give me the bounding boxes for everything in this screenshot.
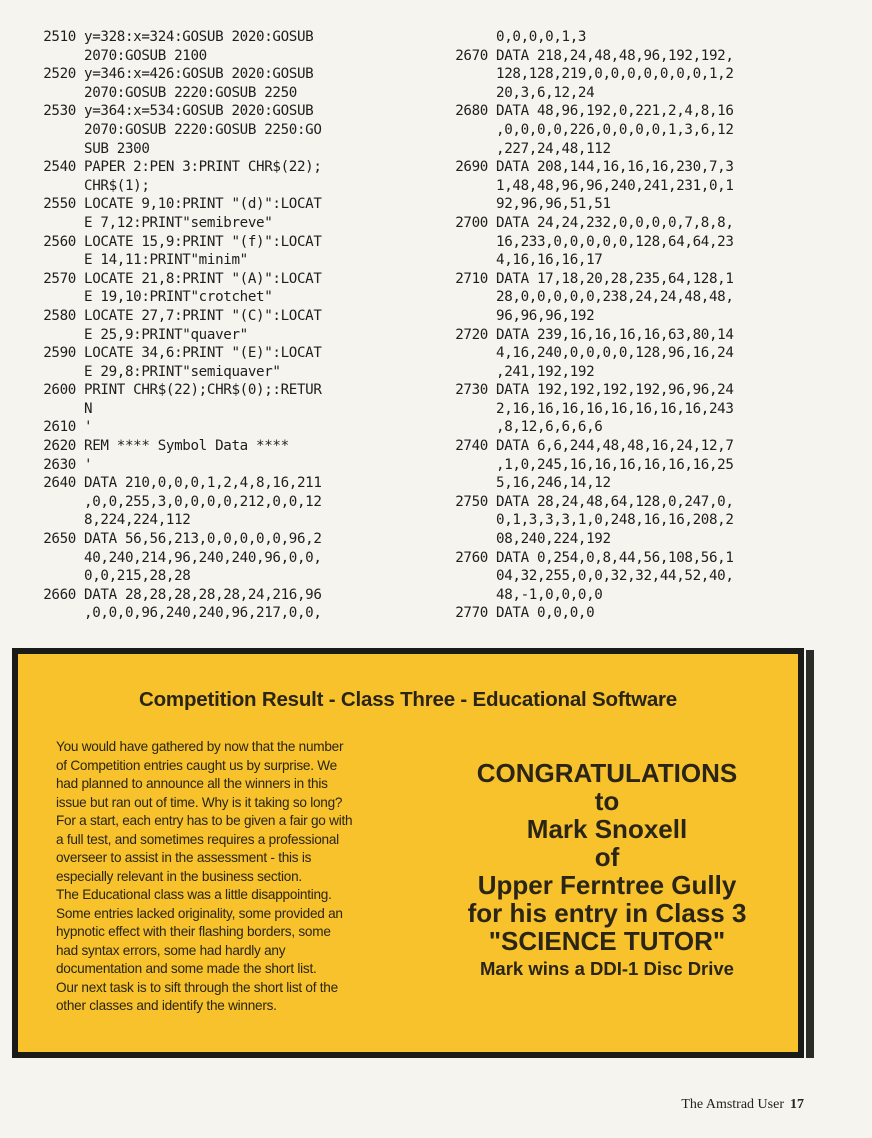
code-text: 4,16,16,16,17 (496, 252, 603, 269)
code-text: y=346:x=426:GOSUB 2020:GOSUB (84, 66, 314, 83)
line-number: 2560 (43, 233, 76, 250)
line-number: 2630 (43, 456, 76, 473)
code-text: DATA 24,24,232,0,0,0,0,7,8,8, (496, 214, 734, 231)
code-text: LOCATE 34,6:PRINT "(E)":LOCAT (84, 345, 322, 362)
line-number: 2720 (455, 326, 488, 343)
line-number: 2760 (455, 549, 488, 566)
code-line (430, 270, 860, 326)
code-line (430, 102, 860, 158)
code-text: 2070:GOSUB 2220:GOSUB 2250 (84, 84, 297, 101)
code-line (18, 456, 410, 475)
code-text: ' (84, 419, 93, 436)
code-line (18, 65, 410, 102)
code-line (18, 586, 410, 623)
line-number: 2610 (43, 419, 76, 436)
competition-box (12, 648, 804, 1058)
code-text: 0,0,215,28,28 (84, 568, 191, 585)
body-line: overseer to assist in the assessment - this is (56, 850, 312, 865)
code-text: LOCATE 21,8:PRINT "(A)":LOCAT (84, 270, 322, 287)
congratulations-lines (436, 759, 778, 955)
code-text: LOCATE 15,9:PRINT "(f)":LOCAT (84, 233, 322, 250)
code-line (18, 344, 410, 381)
code-line (430, 214, 860, 270)
code-text: 96,96,96,192 (496, 307, 595, 324)
code-line (18, 102, 410, 158)
code-column-right (430, 28, 860, 623)
line-number: 2520 (43, 66, 76, 83)
code-text: ' (84, 456, 93, 473)
body-line: You would have gathered by now that the number (56, 739, 344, 754)
code-text: 48,-1,0,0,0,0 (496, 586, 603, 603)
body-line: issue but ran out of time. Why is it taking so long? (56, 794, 343, 810)
code-text: 92,96,96,51,51 (496, 196, 611, 213)
code-text: 08,240,224,192 (496, 531, 611, 548)
code-text: N (84, 400, 93, 417)
code-text: DATA 17,18,20,28,235,64,128,1 (496, 270, 734, 287)
code-text: LOCATE 9,10:PRINT "(d)":LOCAT (84, 196, 322, 213)
code-text: E 7,12:PRINT"semibreve" (84, 214, 273, 231)
body-line: had syntax errors, some had hardly any (56, 942, 286, 958)
congratulations-line: Upper Ferntree Gully (477, 870, 737, 900)
code-text: ,8,12,6,6,6,6 (496, 419, 603, 436)
code-text: DATA 208,144,16,16,16,230,7,3 (496, 159, 734, 176)
body-line: a full test, and sometimes requires a professional (56, 831, 339, 847)
code-text: DATA 28,28,28,28,28,24,216,96 (84, 586, 322, 603)
page-footer (681, 1097, 804, 1113)
line-number: 2590 (43, 345, 76, 362)
line-number: 2710 (455, 270, 488, 287)
line-number: 2770 (455, 605, 488, 622)
code-line (18, 381, 410, 418)
code-text: E 29,8:PRINT"semiquaver" (84, 363, 281, 380)
line-number: 2690 (455, 159, 488, 176)
body-line: had planned to announce all the winners in this (56, 776, 328, 791)
code-text: SUB 2300 (84, 140, 150, 157)
body-line: of Competition entries caught us by surprise. We (56, 757, 337, 773)
page-number: 17 (790, 1097, 804, 1112)
line-number: 2670 (455, 47, 488, 64)
congratulations-block (436, 759, 778, 981)
code-text: DATA 218,24,48,48,96,192,192, (496, 47, 734, 64)
code-text: 2070:GOSUB 2100 (84, 47, 207, 64)
code-text: 20,3,6,12,24 (496, 84, 595, 101)
code-text: DATA 210,0,0,0,1,2,4,8,16,211 (84, 475, 322, 492)
code-text: DATA 6,6,244,48,48,16,24,12,7 (496, 438, 734, 455)
line-number: 2680 (455, 103, 488, 120)
congratulations-line: "SCIENCE TUTOR" (488, 926, 726, 956)
code-text: ,227,24,48,112 (496, 140, 611, 157)
code-text: ,0,0,255,3,0,0,0,0,212,0,0,12 (84, 493, 322, 510)
code-text: 128,128,219,0,0,0,0,0,0,0,1,2 (496, 66, 734, 83)
body-line: other classes and identify the winners. (56, 998, 277, 1013)
congratulations-line: of (594, 842, 620, 872)
code-line (18, 233, 410, 270)
code-text: DATA 239,16,16,16,16,63,80,14 (496, 326, 734, 343)
magazine-name: The Amstrad User (681, 1097, 784, 1112)
code-text: 0,0,0,0,1,3 (496, 29, 587, 45)
code-text: 0,1,3,3,3,1,0,248,16,16,208,2 (496, 512, 734, 529)
body-line: especially relevant in the business section. (56, 868, 302, 884)
competition-body (56, 738, 412, 1016)
line-number: 2660 (43, 586, 76, 603)
code-text: 40,240,214,96,240,240,96,0,0, (84, 549, 322, 566)
code-line (18, 418, 410, 437)
code-text: E 25,9:PRINT"quaver" (84, 326, 248, 343)
code-text: DATA 56,56,213,0,0,0,0,0,96,2 (84, 531, 322, 548)
code-line (18, 195, 410, 232)
line-number: 2640 (43, 475, 76, 492)
code-text: 5,16,246,14,12 (496, 475, 611, 492)
line-number: 2580 (43, 307, 76, 324)
line-number: 2740 (455, 438, 488, 455)
code-line (18, 437, 410, 456)
body-line: documentation and some made the short list. (56, 961, 317, 976)
code-text: REM **** Symbol Data **** (84, 438, 289, 455)
line-number: 2620 (43, 438, 76, 455)
code-text: ,0,0,0,96,240,240,96,217,0,0, (84, 605, 322, 622)
code-line (18, 307, 410, 344)
body-line: Some entries lacked originality, some provided an (56, 905, 343, 921)
code-text: DATA 192,192,192,192,96,96,24 (496, 382, 734, 399)
code-text: CHR$(1); (84, 177, 150, 194)
code-text: E 14,11:PRINT"minim" (84, 252, 248, 269)
code-text: LOCATE 27,7:PRINT "(C)":LOCAT (84, 307, 322, 324)
line-number: 2570 (43, 270, 76, 287)
code-text: 2070:GOSUB 2220:GOSUB 2250:GO (84, 121, 322, 138)
body-line: Our next task is to sift through the short list of the (56, 979, 338, 995)
line-number: 2650 (43, 531, 76, 548)
code-text: E 19,10:PRINT"crotchet" (84, 289, 273, 306)
code-line (430, 381, 860, 437)
code-text: 04,32,255,0,0,32,32,44,52,40, (496, 568, 734, 585)
congratulations-line: for his entry in Class 3 (467, 898, 747, 928)
code-text: ,1,0,245,16,16,16,16,16,16,25 (496, 456, 734, 473)
code-text: PAPER 2:PEN 3:PRINT CHR$(22); (84, 159, 322, 176)
line-number: 2540 (43, 159, 76, 176)
code-text: 2,16,16,16,16,16,16,16,16,243 (496, 400, 734, 417)
congratulations-line: to (594, 786, 620, 816)
code-line (18, 474, 410, 530)
line-number: 2600 (43, 382, 76, 399)
line-number: 2530 (43, 103, 76, 120)
line-number: 2700 (455, 214, 488, 231)
code-text: 16,233,0,0,0,0,0,128,64,64,23 (496, 233, 734, 250)
code-text: DATA 0,0,0,0 (496, 605, 595, 622)
code-text: 8,224,224,112 (84, 512, 191, 529)
code-line (430, 28, 860, 47)
line-number: 2750 (455, 493, 488, 510)
body-line: For a start, each entry has to be given a fair go with (56, 813, 353, 828)
code-text: y=328:x=324:GOSUB 2020:GOSUB (84, 29, 314, 45)
code-text: PRINT CHR$(22);CHR$(0);:RETUR (84, 382, 322, 399)
body-line: hypnotic effect with their flashing borders, some (56, 924, 331, 939)
code-text: DATA 48,96,192,0,221,2,4,8,16 (496, 103, 734, 120)
code-text: 4,16,240,0,0,0,0,128,96,16,24 (496, 345, 734, 362)
line-number: 2510 (43, 29, 76, 45)
code-line (430, 437, 860, 493)
line-number (430, 28, 488, 47)
code-line (18, 530, 410, 586)
code-column-left (18, 28, 410, 623)
code-line (430, 326, 860, 382)
code-line (18, 28, 410, 65)
code-text: DATA 28,24,48,64,128,0,247,0, (496, 493, 734, 510)
congratulations-line: Mark Snoxell (526, 814, 688, 844)
code-text: ,0,0,0,0,226,0,0,0,0,1,3,6,12 (496, 121, 734, 138)
code-line (430, 493, 860, 549)
line-number: 2730 (455, 382, 488, 399)
code-line (430, 158, 860, 214)
code-text: DATA 0,254,0,8,44,56,108,56,1 (496, 549, 734, 566)
code-text: 28,0,0,0,0,0,238,24,24,48,48, (496, 289, 734, 306)
code-line (430, 549, 860, 605)
congratulations-line: CONGRATULATIONS (476, 758, 738, 788)
body-line: The Educational class was a little disappointing. (56, 887, 332, 902)
competition-title: Competition Result - Class Three - Educational Software (138, 688, 678, 711)
code-line (430, 47, 860, 103)
code-line (18, 158, 410, 195)
box-shadow (806, 650, 814, 1058)
line-number: 2550 (43, 196, 76, 213)
prize-line: Mark wins a DDI-1 Disc Drive (480, 958, 734, 979)
code-text: y=364:x=534:GOSUB 2020:GOSUB (84, 103, 314, 120)
code-line (430, 604, 860, 623)
code-text: 1,48,48,96,96,240,241,231,0,1 (496, 177, 734, 194)
code-line (18, 270, 410, 307)
code-text: ,241,192,192 (496, 363, 595, 380)
